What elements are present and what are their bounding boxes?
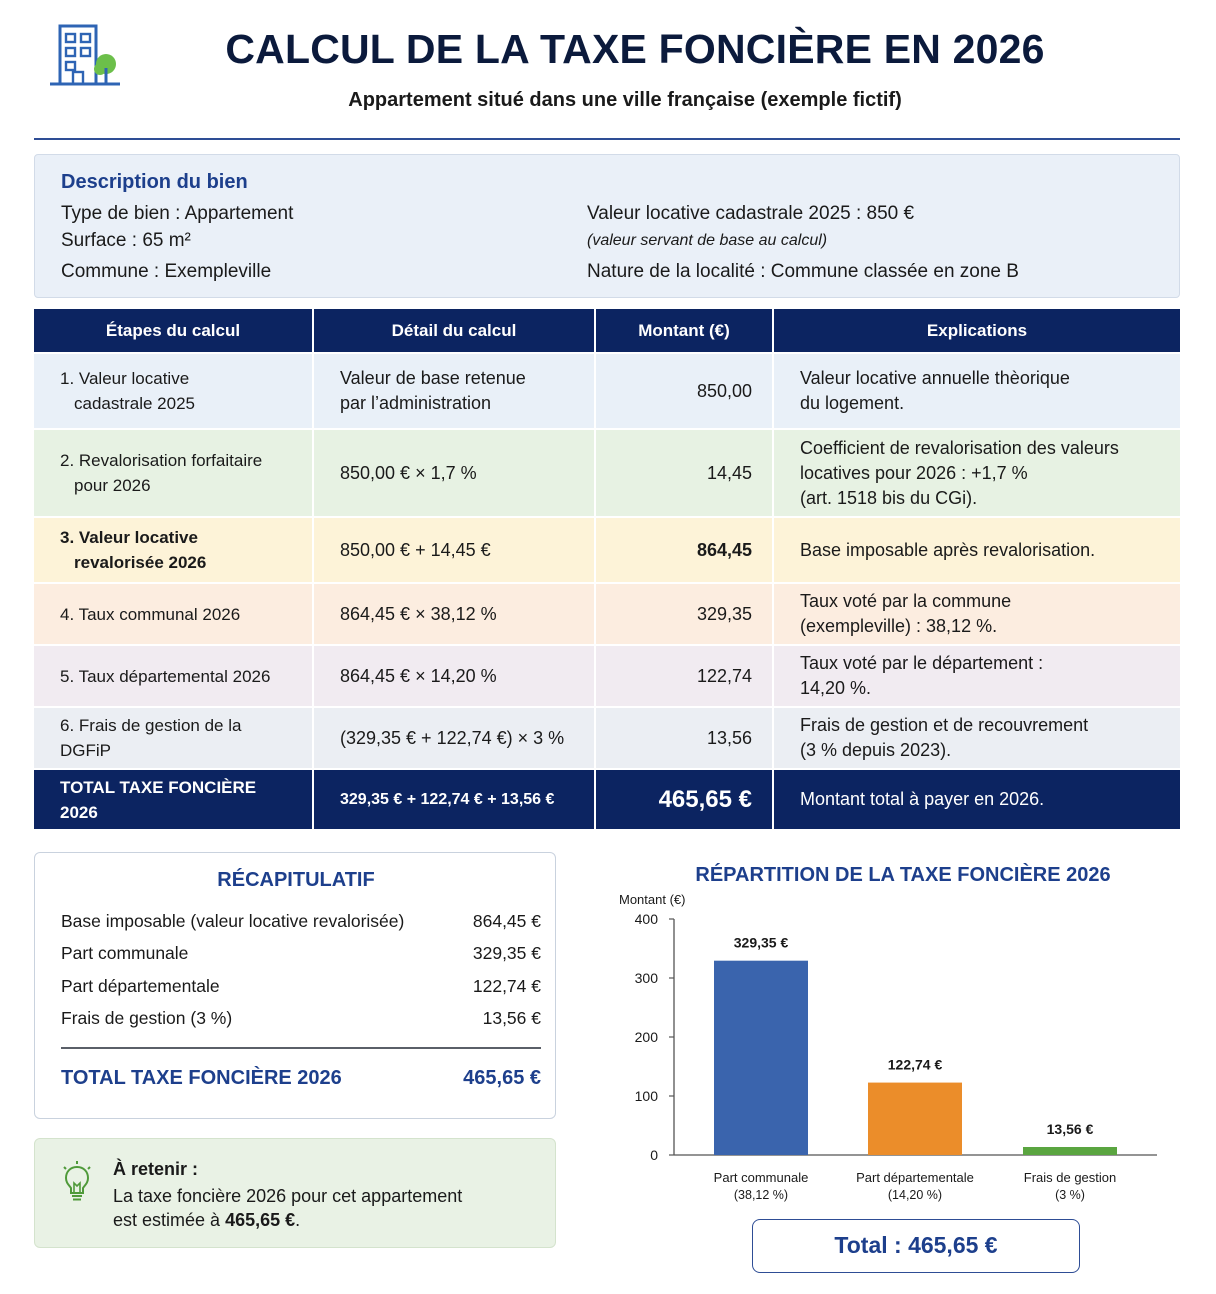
recap-title: RÉCAPITULATIF (217, 869, 375, 891)
detail-cell: 850,00 € + 14,45 € (313, 517, 595, 583)
explanation-cell: Taux voté par le département : 14,20 %. (773, 645, 1180, 707)
x-tick-sublabel: (3 %) (1055, 1188, 1085, 1202)
recap-value: 122,74 € (472, 976, 541, 996)
amount-cell: 864,45 (595, 517, 773, 583)
chart-title: RÉPARTITION DE LA TAXE FONCIÈRE 2026 (695, 864, 1111, 886)
y-axis-label: Montant (€) (619, 892, 686, 907)
amount-cell: 122,74 (595, 645, 773, 707)
column-header-explanations: Explications (773, 309, 1180, 353)
detail-cell: 864,45 € × 38,12 % (313, 583, 595, 645)
bar-value-label: 13,56 € (1046, 1120, 1094, 1137)
property-surface: Surface : 65 m² (61, 230, 191, 251)
tax-breakdown-bar-chart (600, 888, 1180, 1213)
table-row (34, 517, 1180, 583)
explanation-cell: Taux voté par la commune (exempleville) : 38,12 %. (773, 583, 1180, 645)
header (0, 0, 1216, 140)
page-subtitle: Appartement situé dans une ville française (exemple fictif) (348, 89, 902, 111)
total-explanation-cell: Montant total à payer en 2026. (773, 769, 1180, 829)
page-title: CALCUL DE LA TAXE FONCIÈRE EN 2026 (225, 26, 1045, 72)
table-row (34, 707, 1180, 769)
column-header-detail: Détail du calcul (313, 309, 595, 353)
description-title: Description du bien (61, 171, 248, 193)
header-divider (34, 138, 1180, 140)
recap-value: 864,45 € (472, 911, 541, 931)
y-tick-label: 0 (650, 1147, 658, 1163)
x-tick-sublabel: (14,20 %) (887, 1188, 943, 1202)
x-tick-label: Frais de gestion (1023, 1170, 1117, 1185)
amount-cell: 13,56 (595, 707, 773, 769)
table-row (34, 353, 1180, 429)
recap-label: Base imposable (valeur locative revalorisée) (61, 911, 405, 931)
amount-cell: 329,35 (595, 583, 773, 645)
x-tick-sublabel: (38,12 %) (733, 1188, 789, 1202)
recap-row (61, 976, 541, 997)
key-takeaway-box (34, 1138, 556, 1248)
detail-cell: Valeur de base retenue par l’administration (313, 353, 595, 429)
recap-total (61, 1067, 541, 1090)
bar (714, 961, 808, 1155)
table-row (34, 583, 1180, 645)
step-cell: 4. Taux communal 2026 (34, 583, 313, 645)
detail-cell: 864,45 € × 14,20 % (313, 645, 595, 707)
table-header-row (34, 309, 1180, 353)
tip-title: À retenir : (113, 1159, 199, 1179)
chart-total-box: Total : 465,65 € (752, 1219, 1080, 1273)
total-detail-cell: 329,35 € + 122,74 € + 13,56 € (313, 769, 595, 829)
table-row (34, 645, 1180, 707)
total-step-cell: TOTAL TAXE FONCIÈRE 2026 (34, 769, 313, 829)
amount-cell: 850,00 (595, 353, 773, 429)
step-cell: 5. Taux départemental 2026 (34, 645, 313, 707)
bar-value-label: 329,35 € (733, 934, 789, 951)
recap-row (61, 943, 541, 964)
table-total-row (34, 769, 1180, 829)
total-amount-cell: 465,65 € (595, 769, 773, 829)
step-cell: 1. Valeur locative cadastrale 2025 (34, 353, 313, 429)
lightbulb-icon (61, 1161, 93, 1205)
bar-value-label: 122,74 € (887, 1056, 943, 1073)
table-row (34, 429, 1180, 517)
property-description (34, 154, 1180, 298)
recap-divider (61, 1047, 541, 1049)
explanation-cell: Coefficient de revalorisation des valeurs locatives pour 2026 : +1,7 % (art. 1518 bis du CGi). (773, 429, 1180, 517)
recap-value: 329,35 € (472, 943, 541, 963)
property-type: Type de bien : Appartement (61, 203, 294, 224)
locality-nature: Nature de la localité : Commune classée en zone B (587, 261, 1019, 282)
explanation-cell: Frais de gestion et de recouvrement (3 % depuis 2023). (773, 707, 1180, 769)
x-tick-label: Part communale (713, 1170, 809, 1185)
recap-total-label: TOTAL TAXE FONCIÈRE 2026 (61, 1067, 342, 1089)
detail-cell: 850,00 € × 1,7 % (313, 429, 595, 517)
detail-cell: (329,35 € + 122,74 €) × 3 % (313, 707, 595, 769)
recap-label: Part départementale (61, 976, 220, 996)
step-cell: 2. Revalorisation forfaitaire pour 2026 (34, 429, 313, 517)
column-header-amount: Montant (€) (595, 309, 773, 353)
rental-value-note: (valeur servant de base au calcul) (587, 232, 828, 249)
calculation-table (34, 309, 1180, 829)
amount-cell: 14,45 (595, 429, 773, 517)
property-rental-value: Valeur locative cadastrale 2025 : 850 € (587, 203, 915, 224)
recap-box (34, 852, 556, 1119)
y-tick-label: 100 (634, 1088, 658, 1104)
recap-label: Part communale (61, 943, 189, 963)
y-tick-label: 300 (634, 970, 658, 986)
explanation-cell: Base imposable après revalorisation. (773, 517, 1180, 583)
recap-value: 13,56 € (482, 1008, 541, 1028)
x-tick-label: Part départementale (856, 1170, 974, 1185)
step-cell: 3. Valeur locative revalorisée 2026 (34, 517, 313, 583)
y-tick-label: 400 (634, 911, 658, 927)
property-commune: Commune : Exempleville (61, 261, 272, 282)
recap-row (61, 1008, 541, 1029)
explanation-cell: Valeur locative annuelle thèorique du logement. (773, 353, 1180, 429)
y-tick-label: 200 (634, 1029, 658, 1045)
tip-text: La taxe foncière 2026 pour cet appartement est estimée à 465,65 €. (113, 1186, 463, 1230)
recap-total-value: 465,65 € (463, 1067, 541, 1089)
recap-row (61, 911, 541, 932)
bar (868, 1083, 962, 1155)
bar (1023, 1147, 1117, 1155)
recap-label: Frais de gestion (3 %) (61, 1008, 233, 1028)
step-cell: 6. Frais de gestion de la DGFiP (34, 707, 313, 769)
column-header-steps: Étapes du calcul (34, 309, 313, 353)
